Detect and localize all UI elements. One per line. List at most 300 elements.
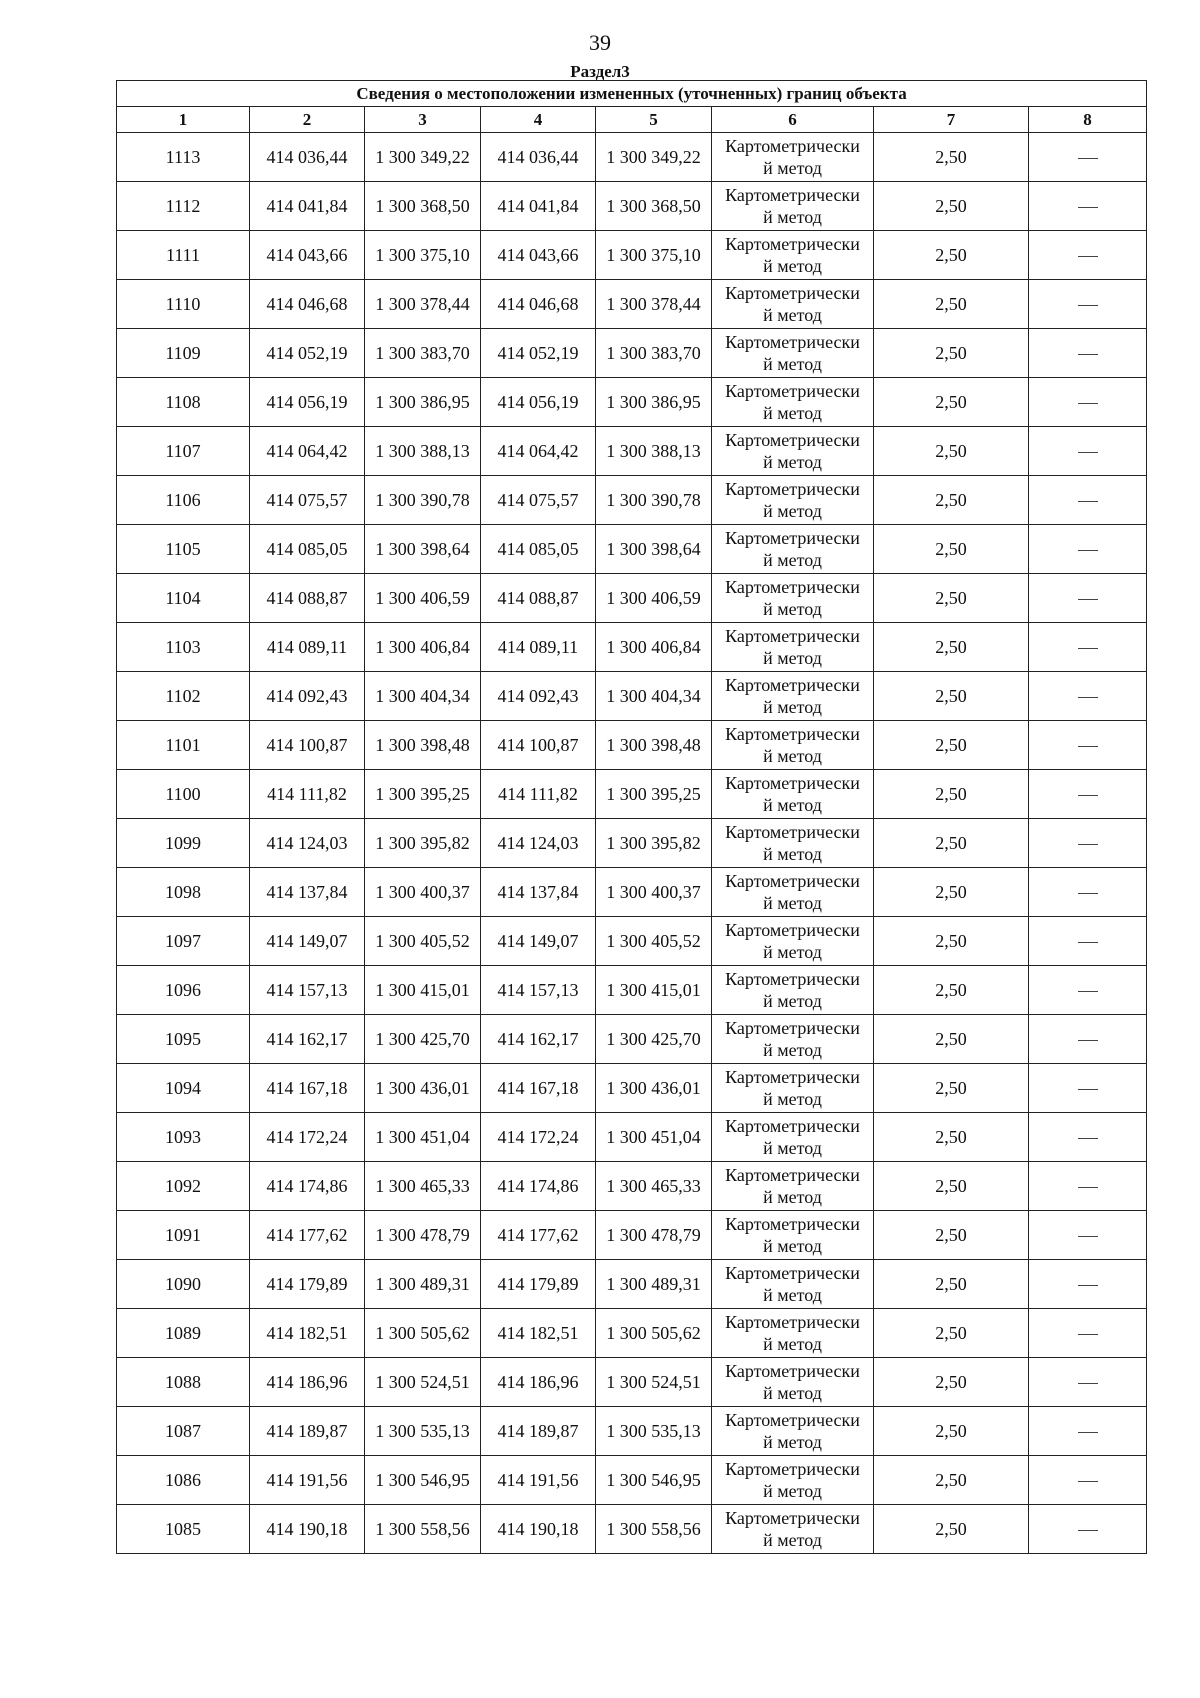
dash-mark [1078, 1089, 1098, 1090]
dash-mark [1078, 1383, 1098, 1384]
x-old-cell: 414 124,03 [250, 819, 365, 868]
dash-mark [1078, 746, 1098, 747]
y-old-cell: 1 300 395,25 [365, 770, 481, 819]
y-new-cell: 1 300 524,51 [596, 1358, 712, 1407]
method-line-1: Картометрически [725, 920, 860, 940]
method-line-2: й метод [763, 697, 822, 717]
table-row [117, 1358, 1147, 1407]
method-cell [712, 623, 874, 672]
method-cell [712, 672, 874, 721]
y-old-cell: 1 300 478,79 [365, 1211, 481, 1260]
note-cell [1029, 1456, 1147, 1505]
accuracy-cell: 2,50 [874, 1015, 1029, 1064]
table-row [117, 182, 1147, 231]
y-new-cell: 1 300 398,64 [596, 525, 712, 574]
accuracy-cell: 2,50 [874, 1358, 1029, 1407]
y-new-cell: 1 300 368,50 [596, 182, 712, 231]
x-new-cell: 414 041,84 [481, 182, 596, 231]
x-old-cell: 414 182,51 [250, 1309, 365, 1358]
x-new-cell: 414 111,82 [481, 770, 596, 819]
note-cell [1029, 231, 1147, 280]
table-row [117, 819, 1147, 868]
table-row [117, 525, 1147, 574]
method-cell [712, 770, 874, 819]
dash-mark [1078, 1432, 1098, 1433]
x-old-cell: 414 137,84 [250, 868, 365, 917]
point-number-cell: 1091 [117, 1211, 250, 1260]
note-cell [1029, 280, 1147, 329]
dash-mark [1078, 697, 1098, 698]
method-cell [712, 1064, 874, 1113]
method-line-1: Картометрически [725, 822, 860, 842]
method-line-1: Картометрически [725, 283, 860, 303]
accuracy-cell: 2,50 [874, 868, 1029, 917]
x-new-cell: 414 182,51 [481, 1309, 596, 1358]
y-new-cell: 1 300 383,70 [596, 329, 712, 378]
point-number-cell: 1112 [117, 182, 250, 231]
y-new-cell: 1 300 558,56 [596, 1505, 712, 1554]
dash-mark [1078, 991, 1098, 992]
y-old-cell: 1 300 535,13 [365, 1407, 481, 1456]
y-old-cell: 1 300 400,37 [365, 868, 481, 917]
column-number-7: 7 [874, 107, 1029, 133]
table-row [117, 770, 1147, 819]
note-cell [1029, 1113, 1147, 1162]
point-number-cell: 1086 [117, 1456, 250, 1505]
x-old-cell: 414 092,43 [250, 672, 365, 721]
dash-mark [1078, 1334, 1098, 1335]
y-old-cell: 1 300 398,48 [365, 721, 481, 770]
note-cell [1029, 574, 1147, 623]
method-line-1: Картометрически [725, 1067, 860, 1087]
method-cell [712, 1456, 874, 1505]
method-line-2: й метод [763, 1236, 822, 1256]
table-row [117, 868, 1147, 917]
table-row [117, 1505, 1147, 1554]
point-number-cell: 1097 [117, 917, 250, 966]
x-old-cell: 414 089,11 [250, 623, 365, 672]
method-cell [712, 721, 874, 770]
accuracy-cell: 2,50 [874, 1505, 1029, 1554]
x-old-cell: 414 174,86 [250, 1162, 365, 1211]
point-number-cell: 1089 [117, 1309, 250, 1358]
method-line-2: й метод [763, 648, 822, 668]
accuracy-cell: 2,50 [874, 231, 1029, 280]
accuracy-cell: 2,50 [874, 1113, 1029, 1162]
method-line-2: й метод [763, 1530, 822, 1550]
method-line-2: й метод [763, 1432, 822, 1452]
note-cell [1029, 623, 1147, 672]
note-cell [1029, 427, 1147, 476]
accuracy-cell: 2,50 [874, 378, 1029, 427]
x-new-cell: 414 056,19 [481, 378, 596, 427]
x-old-cell: 414 149,07 [250, 917, 365, 966]
y-new-cell: 1 300 400,37 [596, 868, 712, 917]
method-cell [712, 1407, 874, 1456]
note-cell [1029, 1358, 1147, 1407]
y-new-cell: 1 300 395,82 [596, 819, 712, 868]
y-old-cell: 1 300 465,33 [365, 1162, 481, 1211]
note-cell [1029, 966, 1147, 1015]
note-cell [1029, 770, 1147, 819]
x-old-cell: 414 088,87 [250, 574, 365, 623]
note-cell [1029, 1505, 1147, 1554]
point-number-cell: 1109 [117, 329, 250, 378]
y-old-cell: 1 300 405,52 [365, 917, 481, 966]
method-line-2: й метод [763, 207, 822, 227]
method-line-1: Картометрически [725, 1410, 860, 1430]
method-line-2: й метод [763, 1285, 822, 1305]
method-line-2: й метод [763, 1334, 822, 1354]
x-new-cell: 414 177,62 [481, 1211, 596, 1260]
point-number-cell: 1113 [117, 133, 250, 182]
x-old-cell: 414 085,05 [250, 525, 365, 574]
point-number-cell: 1103 [117, 623, 250, 672]
method-line-2: й метод [763, 354, 822, 374]
method-line-1: Картометрически [725, 430, 860, 450]
method-line-1: Картометрически [725, 675, 860, 695]
y-old-cell: 1 300 388,13 [365, 427, 481, 476]
x-old-cell: 414 167,18 [250, 1064, 365, 1113]
table-row [117, 721, 1147, 770]
dash-mark [1078, 844, 1098, 845]
method-cell [712, 378, 874, 427]
note-cell [1029, 1064, 1147, 1113]
point-number-cell: 1102 [117, 672, 250, 721]
x-new-cell: 414 149,07 [481, 917, 596, 966]
column-number-4: 4 [481, 107, 596, 133]
method-line-1: Картометрически [725, 1116, 860, 1136]
method-line-2: й метод [763, 158, 822, 178]
y-old-cell: 1 300 368,50 [365, 182, 481, 231]
method-cell [712, 525, 874, 574]
column-number-3: 3 [365, 107, 481, 133]
y-new-cell: 1 300 398,48 [596, 721, 712, 770]
x-old-cell: 414 075,57 [250, 476, 365, 525]
x-new-cell: 414 137,84 [481, 868, 596, 917]
x-old-cell: 414 036,44 [250, 133, 365, 182]
note-cell [1029, 868, 1147, 917]
accuracy-cell: 2,50 [874, 819, 1029, 868]
y-new-cell: 1 300 436,01 [596, 1064, 712, 1113]
table-row [117, 623, 1147, 672]
method-line-1: Картометрически [725, 234, 860, 254]
point-number-cell: 1095 [117, 1015, 250, 1064]
y-new-cell: 1 300 465,33 [596, 1162, 712, 1211]
method-line-2: й метод [763, 305, 822, 325]
dash-mark [1078, 501, 1098, 502]
accuracy-cell: 2,50 [874, 1456, 1029, 1505]
table-row [117, 378, 1147, 427]
method-line-2: й метод [763, 1040, 822, 1060]
point-number-cell: 1085 [117, 1505, 250, 1554]
method-line-1: Картометрически [725, 136, 860, 156]
dash-mark [1078, 1040, 1098, 1041]
accuracy-cell: 2,50 [874, 427, 1029, 476]
x-new-cell: 414 036,44 [481, 133, 596, 182]
point-number-cell: 1094 [117, 1064, 250, 1113]
y-old-cell: 1 300 378,44 [365, 280, 481, 329]
accuracy-cell: 2,50 [874, 1309, 1029, 1358]
accuracy-cell: 2,50 [874, 329, 1029, 378]
method-line-2: й метод [763, 795, 822, 815]
method-line-2: й метод [763, 550, 822, 570]
point-number-cell: 1096 [117, 966, 250, 1015]
note-cell [1029, 476, 1147, 525]
table-row [117, 476, 1147, 525]
table-row [117, 574, 1147, 623]
method-line-2: й метод [763, 942, 822, 962]
x-new-cell: 414 088,87 [481, 574, 596, 623]
y-new-cell: 1 300 451,04 [596, 1113, 712, 1162]
x-new-cell: 414 186,96 [481, 1358, 596, 1407]
table-row [117, 1113, 1147, 1162]
point-number-cell: 1090 [117, 1260, 250, 1309]
x-old-cell: 414 043,66 [250, 231, 365, 280]
note-cell [1029, 1309, 1147, 1358]
point-number-cell: 1101 [117, 721, 250, 770]
x-new-cell: 414 162,17 [481, 1015, 596, 1064]
method-cell [712, 476, 874, 525]
y-new-cell: 1 300 378,44 [596, 280, 712, 329]
method-line-2: й метод [763, 1138, 822, 1158]
x-old-cell: 414 064,42 [250, 427, 365, 476]
x-new-cell: 414 100,87 [481, 721, 596, 770]
y-new-cell: 1 300 375,10 [596, 231, 712, 280]
table-row [117, 231, 1147, 280]
note-cell [1029, 819, 1147, 868]
table-row [117, 917, 1147, 966]
note-cell [1029, 378, 1147, 427]
point-number-cell: 1111 [117, 231, 250, 280]
accuracy-cell: 2,50 [874, 574, 1029, 623]
point-number-cell: 1092 [117, 1162, 250, 1211]
column-number-8: 8 [1029, 107, 1147, 133]
dash-mark [1078, 1481, 1098, 1482]
x-old-cell: 414 172,24 [250, 1113, 365, 1162]
method-line-1: Картометрически [725, 1459, 860, 1479]
y-old-cell: 1 300 375,10 [365, 231, 481, 280]
method-line-2: й метод [763, 1187, 822, 1207]
method-line-1: Картометрически [725, 332, 860, 352]
x-new-cell: 414 189,87 [481, 1407, 596, 1456]
method-line-2: й метод [763, 403, 822, 423]
method-line-2: й метод [763, 844, 822, 864]
y-old-cell: 1 300 546,95 [365, 1456, 481, 1505]
note-cell [1029, 1260, 1147, 1309]
method-line-2: й метод [763, 501, 822, 521]
x-old-cell: 414 111,82 [250, 770, 365, 819]
x-new-cell: 414 174,86 [481, 1162, 596, 1211]
accuracy-cell: 2,50 [874, 672, 1029, 721]
table-row [117, 1309, 1147, 1358]
x-new-cell: 414 179,89 [481, 1260, 596, 1309]
table-row [117, 329, 1147, 378]
dash-mark [1078, 158, 1098, 159]
dash-mark [1078, 354, 1098, 355]
method-cell [712, 133, 874, 182]
x-old-cell: 414 191,56 [250, 1456, 365, 1505]
y-new-cell: 1 300 406,59 [596, 574, 712, 623]
table-row [117, 1456, 1147, 1505]
y-new-cell: 1 300 425,70 [596, 1015, 712, 1064]
x-old-cell: 414 100,87 [250, 721, 365, 770]
method-cell [712, 574, 874, 623]
x-new-cell: 414 167,18 [481, 1064, 596, 1113]
table-row [117, 1211, 1147, 1260]
method-line-1: Картометрически [725, 969, 860, 989]
dash-mark [1078, 305, 1098, 306]
y-new-cell: 1 300 405,52 [596, 917, 712, 966]
y-new-cell: 1 300 388,13 [596, 427, 712, 476]
point-number-cell: 1100 [117, 770, 250, 819]
x-new-cell: 414 157,13 [481, 966, 596, 1015]
method-cell [712, 427, 874, 476]
method-cell [712, 917, 874, 966]
y-old-cell: 1 300 415,01 [365, 966, 481, 1015]
dash-mark [1078, 207, 1098, 208]
dash-mark [1078, 550, 1098, 551]
method-line-1: Картометрически [725, 1165, 860, 1185]
dash-mark [1078, 256, 1098, 257]
dash-mark [1078, 795, 1098, 796]
method-line-1: Картометрически [725, 381, 860, 401]
dash-mark [1078, 1530, 1098, 1531]
method-line-1: Картометрически [725, 773, 860, 793]
method-cell [712, 1015, 874, 1064]
column-number-5: 5 [596, 107, 712, 133]
x-new-cell: 414 052,19 [481, 329, 596, 378]
y-new-cell: 1 300 386,95 [596, 378, 712, 427]
accuracy-cell: 2,50 [874, 1162, 1029, 1211]
y-new-cell: 1 300 478,79 [596, 1211, 712, 1260]
method-line-1: Картометрически [725, 1018, 860, 1038]
page-number: 39 [589, 30, 611, 55]
method-cell [712, 1358, 874, 1407]
point-number-cell: 1110 [117, 280, 250, 329]
y-new-cell: 1 300 349,22 [596, 133, 712, 182]
method-line-1: Картометрически [725, 1508, 860, 1528]
accuracy-cell: 2,50 [874, 133, 1029, 182]
note-cell [1029, 182, 1147, 231]
note-cell [1029, 133, 1147, 182]
method-line-1: Картометрически [725, 479, 860, 499]
accuracy-cell: 2,50 [874, 1260, 1029, 1309]
dash-mark [1078, 403, 1098, 404]
method-line-1: Картометрически [725, 1214, 860, 1234]
y-old-cell: 1 300 349,22 [365, 133, 481, 182]
accuracy-cell: 2,50 [874, 525, 1029, 574]
accuracy-cell: 2,50 [874, 966, 1029, 1015]
table-row [117, 966, 1147, 1015]
x-new-cell: 414 191,56 [481, 1456, 596, 1505]
dash-mark [1078, 1187, 1098, 1188]
method-line-1: Картометрически [725, 724, 860, 744]
method-cell [712, 819, 874, 868]
note-cell [1029, 672, 1147, 721]
accuracy-cell: 2,50 [874, 182, 1029, 231]
accuracy-cell: 2,50 [874, 623, 1029, 672]
column-number-6: 6 [712, 107, 874, 133]
dash-mark [1078, 1285, 1098, 1286]
method-line-2: й метод [763, 893, 822, 913]
x-new-cell: 414 172,24 [481, 1113, 596, 1162]
y-old-cell: 1 300 398,64 [365, 525, 481, 574]
x-old-cell: 414 046,68 [250, 280, 365, 329]
x-old-cell: 414 157,13 [250, 966, 365, 1015]
y-old-cell: 1 300 558,56 [365, 1505, 481, 1554]
dash-mark [1078, 1236, 1098, 1237]
method-line-1: Картометрически [725, 1361, 860, 1381]
column-numbers-row [117, 107, 1147, 133]
x-old-cell: 414 162,17 [250, 1015, 365, 1064]
x-new-cell: 414 092,43 [481, 672, 596, 721]
x-new-cell: 414 064,42 [481, 427, 596, 476]
table-caption: Сведения о местоположении измененных (уточненных) границ объекта [117, 81, 1147, 107]
point-number-cell: 1107 [117, 427, 250, 476]
method-line-1: Картометрически [725, 185, 860, 205]
x-old-cell: 414 190,18 [250, 1505, 365, 1554]
table-row [117, 1015, 1147, 1064]
y-old-cell: 1 300 425,70 [365, 1015, 481, 1064]
y-new-cell: 1 300 505,62 [596, 1309, 712, 1358]
note-cell [1029, 1211, 1147, 1260]
method-line-1: Картометрически [725, 1312, 860, 1332]
method-cell [712, 1260, 874, 1309]
point-number-cell: 1098 [117, 868, 250, 917]
table-row [117, 1162, 1147, 1211]
table-row [117, 1407, 1147, 1456]
note-cell [1029, 525, 1147, 574]
method-line-1: Картометрически [725, 1263, 860, 1283]
y-old-cell: 1 300 383,70 [365, 329, 481, 378]
method-cell [712, 280, 874, 329]
point-number-cell: 1106 [117, 476, 250, 525]
x-new-cell: 414 043,66 [481, 231, 596, 280]
boundary-coordinates-table [116, 80, 1147, 1554]
method-line-2: й метод [763, 256, 822, 276]
y-new-cell: 1 300 390,78 [596, 476, 712, 525]
note-cell [1029, 917, 1147, 966]
method-line-2: й метод [763, 1383, 822, 1403]
point-number-cell: 1099 [117, 819, 250, 868]
table-row [117, 427, 1147, 476]
dash-mark [1078, 1138, 1098, 1139]
y-old-cell: 1 300 390,78 [365, 476, 481, 525]
y-old-cell: 1 300 524,51 [365, 1358, 481, 1407]
accuracy-cell: 2,50 [874, 1211, 1029, 1260]
y-new-cell: 1 300 404,34 [596, 672, 712, 721]
x-old-cell: 414 056,19 [250, 378, 365, 427]
table-body [117, 133, 1147, 1554]
x-new-cell: 414 075,57 [481, 476, 596, 525]
accuracy-cell: 2,50 [874, 770, 1029, 819]
accuracy-cell: 2,50 [874, 476, 1029, 525]
y-old-cell: 1 300 436,01 [365, 1064, 481, 1113]
point-number-cell: 1105 [117, 525, 250, 574]
method-line-1: Картометрически [725, 577, 860, 597]
column-number-1: 1 [117, 107, 250, 133]
y-old-cell: 1 300 386,95 [365, 378, 481, 427]
note-cell [1029, 329, 1147, 378]
y-old-cell: 1 300 505,62 [365, 1309, 481, 1358]
y-new-cell: 1 300 415,01 [596, 966, 712, 1015]
x-old-cell: 414 186,96 [250, 1358, 365, 1407]
method-line-2: й метод [763, 1481, 822, 1501]
table-row [117, 1260, 1147, 1309]
table-row [117, 1064, 1147, 1113]
table-row [117, 280, 1147, 329]
